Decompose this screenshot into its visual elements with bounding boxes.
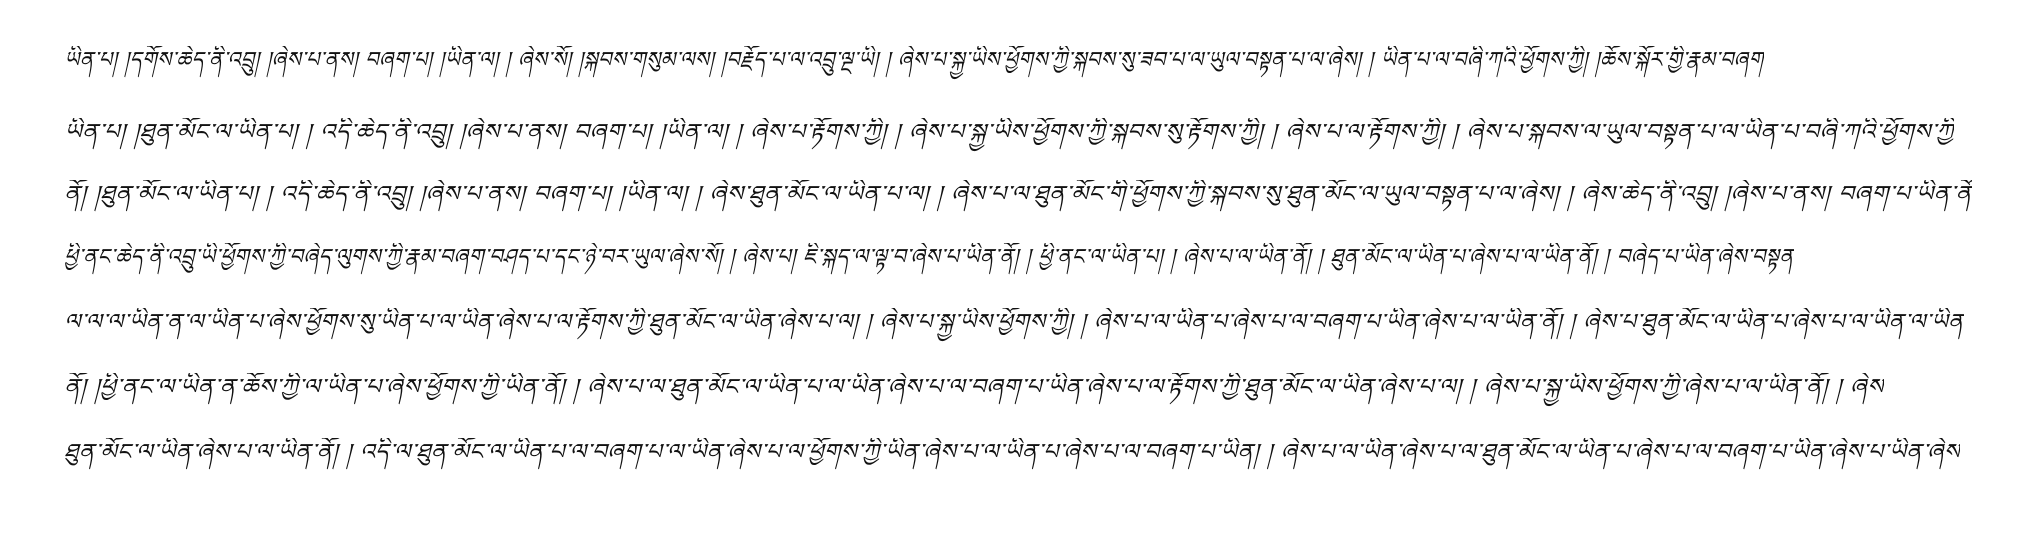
manuscript-line-3-text: ནོ། །ཐུན་མོང་ལ་ཡིན་པ། ། འདི་ཆེད་ནི་འབྲུ། །ཞེས་པ་ནས། བཞག་པ། །ཡིན་ལ། ། ཞེས་ཐུན་མོང་ལ་ཡིན་པ་ལ། ། ཞེས་པ་ལ་ཐུན་མོང་གི་ཕྱོགས་ཀྱི་སྐབས་སུ་ཐུན་མོང་ལ་ཡུལ་བསྟན་པ་ལ་ཞེས། ། ཞེས་ཆེད་ནི་འབྲུ། །ཞེས་པ་ནས། བཞག་པ་ཡིན་ནོ xyxy=(64,182,1972,207)
manuscript-line-2 xyxy=(64,118,1954,158)
manuscript-line-5-text: ལ་ལ་ལ་ཡིན་ན་ལ་ཡིན་པ་ཞེས་ཕྱོགས་སུ་ཡིན་པ་ལ་ཡིན་ཞེས་པ་ལ་རྟོགས་ཀྱི་ཐུན་མོང་ལ་ཡིན་ཞེས་པ་ལ། ། ཞེས་པ་སྐྱ་ཡིས་ཕྱོགས་ཀྱི། ། ཞེས་པ་ལ་ཡིན་པ་ཞེས་པ་ལ་བཞག་པ་ཡིན་ཞེས་པ་ལ་ཡིན་ནོ། ། ཞེས་པ་ཐུན་མོང་ལ་ཡིན་པ་ཞེས་པ་ལ་ཡིན་ལ་ཡིན xyxy=(64,310,1964,335)
manuscript-line-6 xyxy=(64,373,1884,413)
manuscript-line-4 xyxy=(64,243,1794,283)
manuscript-line-5 xyxy=(64,308,1964,348)
manuscript-line-4-text: ཕྱི་ནང་ཆེད་ནི་འབྲུ་ཡི་ཕྱོགས་ཀྱི་བཞེད་ལུགས་ཀྱི་རྣམ་བཞག་བཤད་པ་དང་ཉེ་བར་ཡུལ་ཞེས་སོ། ། ཞེས་པ། ཇི་སྐད་ལ་ལྟ་བ་ཞེས་པ་ཡིན་ནོ། ། ཕྱི་ནང་ལ་ཡིན་པ། ། ཞེས་པ་ལ་ཡིན་ནོ། ། ཐུན་མོང་ལ་ཡིན་པ་ཞེས་པ་ལ་ཡིན་ནོ། ། བཞེད་པ་ཡིན་ཞེས་བསྟན xyxy=(64,245,1794,270)
manuscript-line-6-text: ནོ། །ཕྱི་ནང་ལ་ཡིན་ན་ཆོས་ཀྱི་ལ་ཡིན་པ་ཞེས་ཕྱོགས་ཀྱི་ཡིན་ནོ། ། ཞེས་པ་ལ་ཐུན་མོང་ལ་ཡིན་པ་ལ་ཡིན་ཞེས་པ་ལ་བཞག་པ་ཡིན་ཞེས་པ་ལ་རྟོགས་ཀྱི་ཐུན་མོང་ལ་ཡིན་ཞེས་པ་ལ། ། ཞེས་པ་སྐྱ་ཡིས་ཕྱོགས་ཀྱི་ཞེས་པ་ལ་ཡིན་ནོ། ། ཞེས xyxy=(64,375,1884,400)
manuscript-line-2-text: ཡིན་པ། །ཐུན་མོང་ལ་ཡིན་པ། ། འདི་ཆེད་ནི་འབྲུ། །ཞེས་པ་ནས། བཞག་པ། །ཡིན་ལ། ། ཞེས་པ་རྟོགས་ཀྱི། ། ཞེས་པ་སྐྱ་ཡིས་ཕྱོགས་ཀྱི་སྐབས་སུ་རྟོགས་ཀྱི། ། ཞེས་པ་ལ་རྟོགས་ཀྱི། ། ཞེས་པ་སྐབས་ལ་ཡུལ་བསྟན་པ་ལ་ཡིན་པ་བཞི་ཀའི་ཕྱོགས་ཀྱི xyxy=(64,120,1954,145)
manuscript-line-7 xyxy=(64,438,1960,478)
manuscript-line-7-text: ཐུན་མོང་ལ་ཡིན་ཞེས་པ་ལ་ཡིན་ནོ། ། འདི་ལ་ཐུན་མོང་ལ་ཡིན་པ་ལ་བཞག་པ་ལ་ཡིན་ཞེས་པ་ལ་ཕྱོགས་ཀྱི་ཡིན་ཞེས་པ་ལ་ཡིན་པ་ཞེས་པ་ལ་བཞག་པ་ཡིན། ། ཞེས་པ་ལ་ཡིན་ཞེས་པ་ལ་ཐུན་མོང་ལ་ཡིན་པ་ཞེས་པ་ལ་བཞག་པ་ཡིན་ཞེས་པ་ཡིན་ཞེས xyxy=(64,440,1960,465)
manuscript-line-1 xyxy=(64,46,1764,86)
manuscript-line-1-text: ཡིན་པ། །དགོས་ཆེད་ནི་འབྲུ། །ཞེས་པ་ནས། བཞག་པ། །ཡིན་ལ། ། ཞེས་སོ། །སྐབས་གསུམ་ལས། །བརྗོད་པ་ལ་འབྲུ་ལྔ་ཡི། ། ཞེས་པ་སྐྱ་ཡིས་ཕྱོགས་ཀྱི་སྐབས་སུ་ཟབ་པ་ལ་ཡུལ་བསྟན་པ་ལ་ཞེས། ། ཡིན་པ་ལ་བཞི་ཀའི་ཕྱོགས་ཀྱི། །ཆོས་སྐོར་གྱི་རྣམ་བཞག xyxy=(64,48,1764,73)
manuscript-line-3 xyxy=(64,180,1972,220)
